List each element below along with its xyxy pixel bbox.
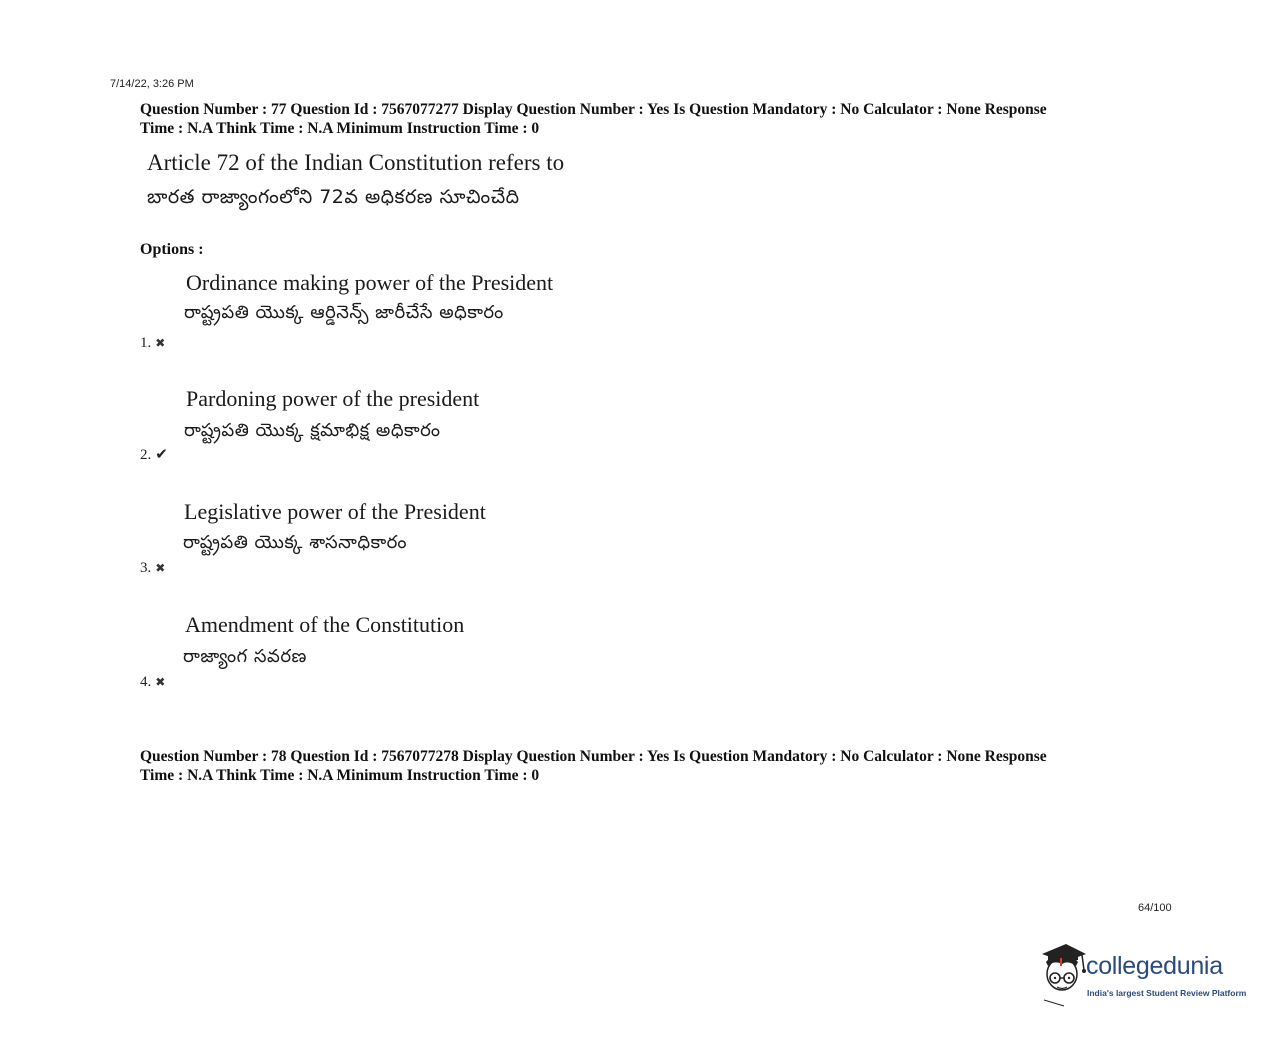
question-text-english: Article 72 of the Indian Constitution refers to <box>147 150 565 175</box>
option-3-text-english: Legislative power of the President <box>184 499 486 524</box>
check-icon: ✔ <box>155 447 168 463</box>
option-4-number: 4. <box>140 674 152 690</box>
cross-icon: ✖ <box>155 561 166 575</box>
logo-tagline: India's largest Student Review Platform <box>1087 988 1247 998</box>
option-4-text-telugu: రాజ్యాంగ సవరణ <box>183 646 307 667</box>
logo-wordmark: collegedunia <box>1086 952 1223 980</box>
print-datetime: 7/14/22, 3:26 PM <box>110 78 194 90</box>
question-meta-line-1: Question Number : 77 Question Id : 7567077277 Display Question Number : Yes Is Question Mandatory : No Calculator : None Response <box>140 101 1047 118</box>
option-1-text-english: Ordinance making power of the President <box>186 270 554 295</box>
option-2-number: 2. <box>140 447 152 463</box>
option-4-text-english: Amendment of the Constitution <box>185 612 465 637</box>
page-number: 64/100 <box>1138 902 1172 914</box>
question-meta-line-1: Question Number : 78 Question Id : 7567077278 Display Question Number : Yes Is Question Mandatory : No Calculator : None Response <box>140 748 1047 765</box>
option-3-text-telugu: రాష్ట్రపతి యొక్క శాసనాధికారం <box>183 532 407 553</box>
option-2-text-telugu: రాష్ట్రపతి యొక్క క్షమాభిక్ష అధికారం <box>184 420 441 441</box>
option-3-number: 3. <box>140 560 152 576</box>
question-78-meta <box>140 747 1180 785</box>
cross-icon: ✖ <box>155 336 166 350</box>
question-text-telugu: బారత రాజ్యాంగంలోని 72వ అధికరణ సూచించేది <box>147 186 520 208</box>
options-label: Options : <box>140 241 204 258</box>
cross-icon: ✖ <box>155 675 166 689</box>
option-2-text-english: Pardoning power of the president <box>186 386 480 411</box>
option-1-marker <box>140 335 165 352</box>
option-2-marker <box>140 445 168 464</box>
question-meta-line-2: Time : N.A Think Time : N.A Minimum Instruction Time : 0 <box>140 120 540 137</box>
option-1-text-telugu: రాష్ట్రపతి యొక్క ఆర్డినెన్స్ జారీచేసే అధికారం <box>184 302 504 323</box>
option-4-marker <box>140 674 165 691</box>
option-1-number: 1. <box>140 335 152 351</box>
question-meta-line-2: Time : N.A Think Time : N.A Minimum Instruction Time : 0 <box>140 767 540 784</box>
option-3-marker <box>140 560 165 577</box>
question-77-meta <box>140 100 1180 138</box>
